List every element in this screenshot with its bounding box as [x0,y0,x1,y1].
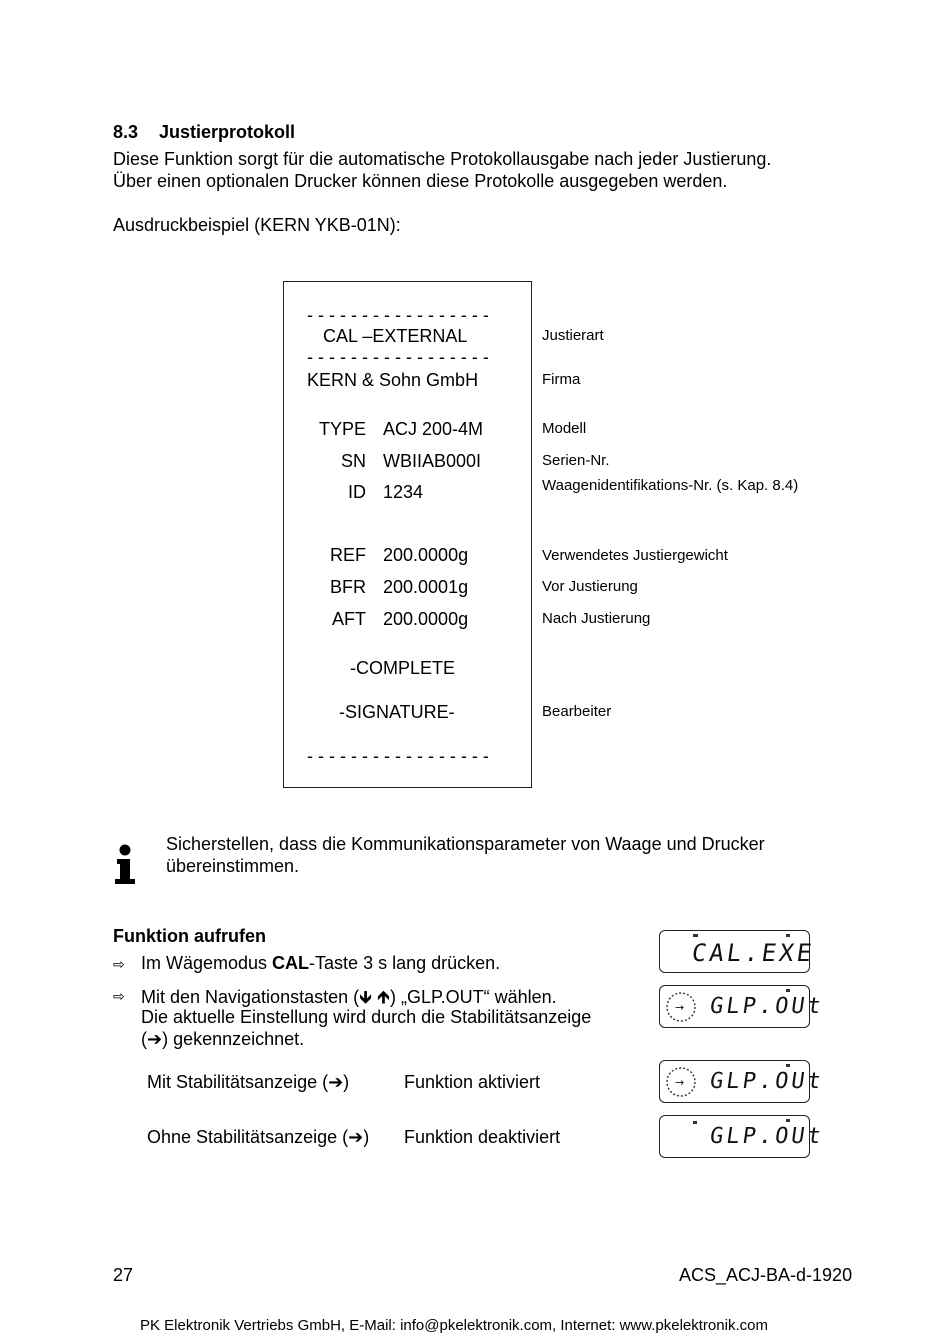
step-2-line-2: Die aktuelle Einstellung wird durch die Stabilitätsanzeige [141,1007,592,1027]
distributor-footer: PK Elektronik Vertriebs GmbH, E-Mail: info@pkelektronik.com, Internet: www.pkelektronik.com [140,1317,768,1334]
function-heading: Funktion aufrufen [113,926,266,946]
annotation-firma: Firma [542,371,581,388]
annotation-vor: Vor Justierung [542,578,638,595]
annotation-justierart: Justierart [542,327,604,344]
sn-key: SN [340,451,366,471]
intro-line-1: Diese Funktion sorgt für die automatische Protokollausgabe nach jeder Justierung. [113,149,772,169]
complete-text: -COMPLETE [350,658,456,678]
bfr-value: 200.0001g [383,577,469,597]
section-number: 8.3 [113,122,139,142]
signature-text: -SIGNATURE- [339,702,455,722]
ref-key: REF [330,545,366,565]
note-line-2: übereinstimmen. [166,856,300,876]
step-1-text: Im Wägemodus CAL-Taste 3 s lang drücken. [141,953,501,973]
option-without-stability: Ohne Stabilitätsanzeige (➔) [147,1127,370,1147]
dash-line-2: - - - - - - - - - - - - - - - - - [307,347,489,367]
type-value: ACJ 200-4M [383,419,484,439]
lcd-display-glp-out-1: → GLP.OUt [659,985,810,1028]
annotation-justiergewicht: Verwendetes Justiergewicht [542,547,728,564]
aft-value: 200.0000g [383,609,469,629]
annotation-waagen-id: Waagenidentifikations-Nr. (s. Kap. 8.4) [542,477,799,494]
id-value: 1234 [383,482,424,502]
option-with-stability: Mit Stabilitätsanzeige (➔) [147,1072,350,1092]
option-deactivated: Funktion deaktiviert [404,1127,561,1147]
intro-line-2: Über einen optionalen Drucker können diese Protokolle ausgegeben werden. [113,171,728,191]
annotation-modell: Modell [542,420,587,437]
info-icon [113,843,141,885]
dash-line-bottom: - - - - - - - - - - - - - - - - - [307,746,489,766]
bfr-key: BFR [330,577,366,597]
aft-key: AFT [332,609,366,629]
example-label: Ausdruckbeispiel (KERN YKB-01N): [113,215,401,235]
step-2-arrow-icon: ⇨ [113,988,125,1004]
svg-text:→: → [675,1076,685,1089]
lcd-display-glp-out-inactive: GLP.OUt [659,1115,810,1158]
step-1-arrow-icon: ⇨ [113,956,125,972]
step-2-line-3: (➔) gekennzeichnet. [141,1029,305,1049]
annotation-serien-nr: Serien-Nr. [542,452,610,469]
printout-example [283,281,532,788]
svg-text:→: → [675,1001,685,1014]
document-id: ACS_ACJ-BA-d-1920 [679,1265,853,1285]
type-key: TYPE [318,419,366,439]
ref-value: 200.0000g [383,545,469,565]
annotation-nach: Nach Justierung [542,610,651,627]
cal-external-text: CAL –EXTERNAL [323,326,468,346]
lcd-display-glp-out-active: → GLP.OUt [659,1060,810,1103]
option-activated: Funktion aktiviert [404,1072,541,1092]
company-name: KERN & Sohn GmbH [307,370,479,390]
step-2-line-1: Mit den Navigationstasten (🡻 🡹) „GLP.OUT“ wählen. [141,987,557,1007]
section-title: Justierprotokoll [159,122,296,142]
sn-value: WBIIAB000I [383,451,482,471]
id-key: ID [348,482,366,502]
dash-line-top: - - - - - - - - - - - - - - - - - [307,305,489,325]
lcd-display-cal-exe: CAL.EXE [659,930,810,973]
annotation-bearbeiter: Bearbeiter [542,703,612,720]
page-number: 27 [113,1265,134,1285]
note-line-1: Sicherstellen, dass die Kommunikationsparameter von Waage und Drucker [166,834,765,854]
